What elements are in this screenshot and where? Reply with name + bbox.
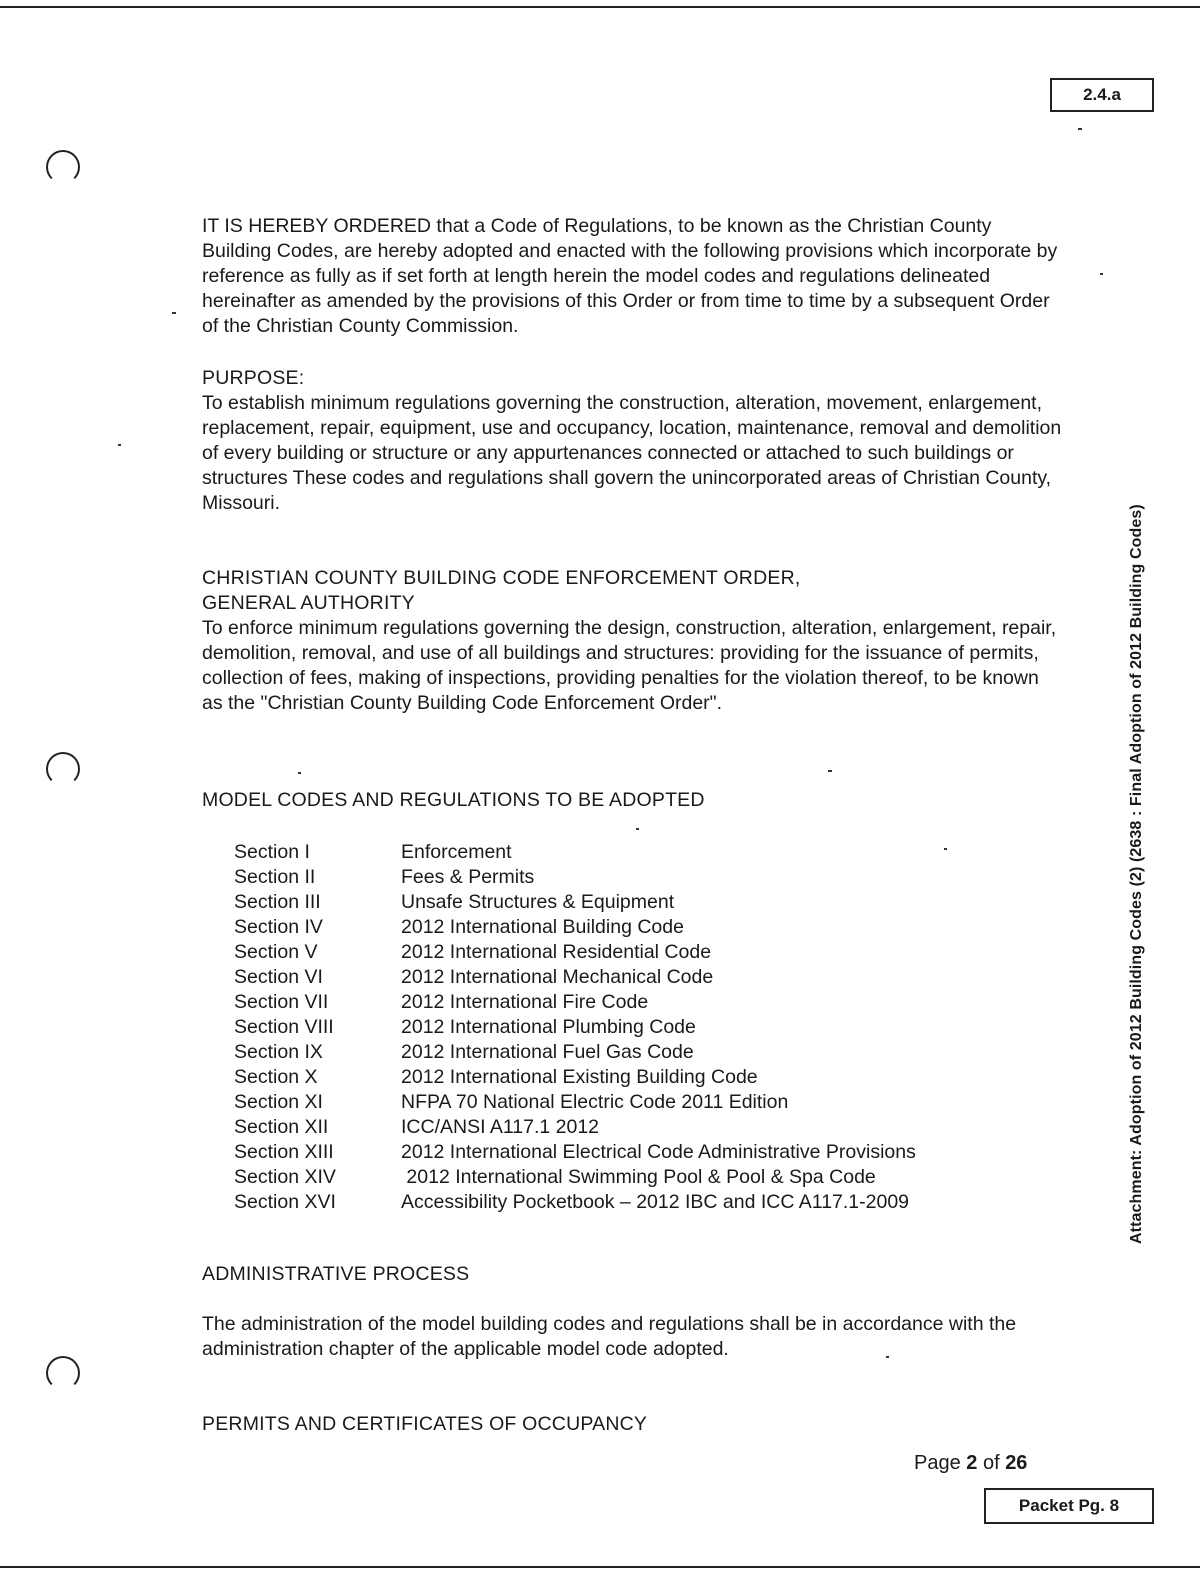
section-row	[234, 1015, 1034, 1040]
section-row	[234, 840, 1034, 865]
section-row	[234, 940, 1034, 965]
section-row	[234, 1140, 1034, 1165]
section-title: 2012 International Building Code	[401, 916, 684, 938]
section-title: Enforcement	[401, 841, 512, 863]
section-number: Section VI	[234, 966, 323, 988]
model-codes-list	[234, 840, 1034, 1215]
scan-speck	[636, 828, 639, 830]
order-body: that a Code of Regulations, to be known as the Christian County Building Codes, are hereby adopted and enacted with the following provisions which incorporate by reference as fully as if set forth at length herein the model codes and regulations delineated hereinafter as amended by the provisions of this Order or from time to time by a subsequent Order of the Christian County Commission.	[202, 215, 1058, 337]
section-number: Section XI	[234, 1091, 323, 1113]
section-number: Section III	[234, 891, 321, 913]
model-codes-heading: MODEL CODES AND REGULATIONS TO BE ADOPTED	[202, 789, 705, 811]
punch-hole-middle	[46, 752, 80, 786]
section-row	[234, 865, 1034, 890]
enforcement-heading-line1: CHRISTIAN COUNTY BUILDING CODE ENFORCEMENT ORDER,	[202, 567, 801, 589]
section-row	[234, 1115, 1034, 1140]
bottom-scan-edge	[0, 1566, 1200, 1568]
administrative-body: The administration of the model building codes and regulations shall be in accordance with the administration chapter of the applicable model code adopted.	[202, 1313, 1017, 1360]
section-number: Section VII	[234, 991, 329, 1013]
scan-speck	[828, 770, 832, 772]
page-current: 2	[966, 1452, 978, 1474]
punch-hole-bottom	[46, 1356, 80, 1390]
packet-page-label: Packet Pg. 8	[1018, 1496, 1120, 1515]
administrative-heading: ADMINISTRATIVE PROCESS	[202, 1263, 470, 1285]
page-of: of	[977, 1452, 1006, 1474]
scan-speck	[1100, 273, 1103, 275]
section-row	[234, 890, 1034, 915]
attachment-side-note: Attachment: Adoption of 2012 Building Codes (2) (2638 : Final Adoption of 2012 Building Codes)	[1128, 504, 1145, 1244]
section-row	[234, 1090, 1034, 1115]
scan-speck	[298, 772, 301, 774]
section-title: 2012 International Electrical Code Administrative Provisions	[401, 1141, 916, 1163]
purpose-section	[202, 366, 1062, 516]
section-number: Section XIV	[234, 1166, 336, 1188]
section-number: Section I	[234, 841, 310, 863]
page-number	[914, 1452, 1027, 1475]
scan-speck	[172, 312, 176, 314]
purpose-heading: PURPOSE:	[202, 367, 305, 389]
section-row	[234, 915, 1034, 940]
agenda-item-number: 2.4.a	[1083, 85, 1121, 104]
agenda-item-tag	[1050, 78, 1154, 112]
section-row	[234, 1040, 1034, 1065]
top-scan-edge	[0, 6, 1200, 8]
section-title: NFPA 70 National Electric Code 2011 Edition	[401, 1091, 789, 1113]
page-label: Page	[914, 1452, 967, 1474]
administrative-body-block	[202, 1312, 1062, 1362]
enforcement-order-section	[202, 566, 1062, 716]
order-paragraph	[202, 214, 1062, 339]
section-number: Section VIII	[234, 1016, 334, 1038]
scan-speck	[1078, 128, 1082, 130]
section-title: Accessibility Pocketbook – 2012 IBC and ICC A117.1-2009	[401, 1191, 910, 1213]
packet-page-box	[984, 1488, 1154, 1524]
section-title: ICC/ANSI A117.1 2012	[401, 1116, 600, 1138]
section-number: Section II	[234, 866, 316, 888]
model-codes-section	[202, 788, 1062, 813]
enforcement-heading-line2: GENERAL AUTHORITY	[202, 592, 415, 614]
section-row	[234, 990, 1034, 1015]
enforcement-body: To enforce minimum regulations governing the design, construction, alteration, enlargement, repair, demolition, removal, and use of all buildings and structures: providing for the issuance of permits, collection of fees, making of inspections, providing penalties for the violation thereof, to be known as the "Christian County Building Code Enforcement Order".	[202, 617, 1057, 714]
section-title: 2012 International Residential Code	[401, 941, 712, 963]
purpose-body: To establish minimum regulations governing the construction, alteration, movement, enlargement, replacement, repair, equipment, use and occupancy, location, maintenance, removal and demolition of every building or structure or any appurtenances connected or attached to such buildings or structures These codes and regulations shall govern the unincorporated areas of Christian County, Missouri.	[202, 392, 1062, 514]
administrative-section	[202, 1262, 1062, 1287]
section-title: Unsafe Structures & Equipment	[401, 891, 675, 913]
section-title: 2012 International Mechanical Code	[401, 966, 714, 988]
section-row	[234, 1065, 1034, 1090]
scan-speck	[886, 1356, 889, 1358]
section-title: 2012 International Existing Building Code	[401, 1066, 758, 1088]
page-total: 26	[1005, 1452, 1028, 1474]
punch-hole-top	[46, 150, 80, 184]
section-title: 2012 International Fire Code	[401, 991, 649, 1013]
section-number: Section XVI	[234, 1191, 336, 1213]
permits-section	[202, 1412, 1062, 1437]
section-title: 2012 International Fuel Gas Code	[401, 1041, 694, 1063]
section-row	[234, 1165, 1034, 1190]
section-number: Section X	[234, 1066, 318, 1088]
section-title: 2012 International Swimming Pool & Pool & Spa Code	[401, 1166, 876, 1188]
section-row	[234, 1190, 1034, 1215]
section-number: Section XII	[234, 1116, 329, 1138]
section-number: Section IV	[234, 916, 323, 938]
section-title: 2012 International Plumbing Code	[401, 1016, 696, 1038]
section-row	[234, 965, 1034, 990]
section-number: Section IX	[234, 1041, 323, 1063]
permits-heading: PERMITS AND CERTIFICATES OF OCCUPANCY	[202, 1413, 648, 1435]
order-text	[202, 214, 1062, 339]
scan-speck	[118, 444, 121, 446]
order-lead: IT IS HEREBY ORDERED	[202, 215, 432, 237]
section-number: Section XIII	[234, 1141, 334, 1163]
section-title: Fees & Permits	[401, 866, 535, 888]
section-number: Section V	[234, 941, 318, 963]
